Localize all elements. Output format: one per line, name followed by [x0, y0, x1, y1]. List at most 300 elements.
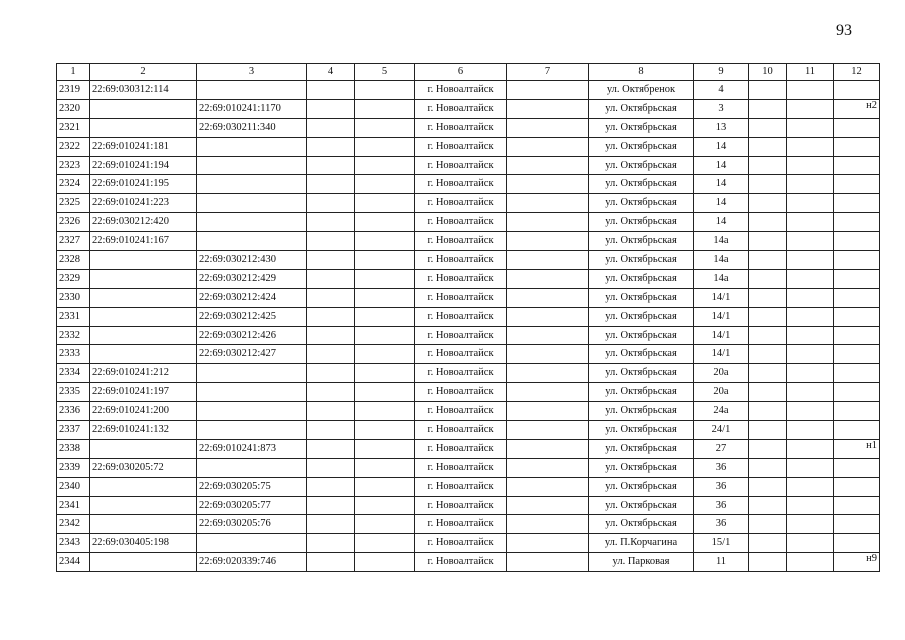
settlement-cell: г. Новоалтайск: [415, 81, 507, 100]
col11-cell: [787, 496, 834, 515]
column-header: 3: [197, 64, 307, 81]
cadastral-number-alt-cell: [197, 137, 307, 156]
col5-cell: [355, 402, 415, 421]
col7-cell: [507, 213, 589, 232]
settlement-cell: г. Новоалтайск: [415, 307, 507, 326]
street-cell: ул. Октябренок: [589, 81, 694, 100]
note-cell: [834, 213, 880, 232]
street-cell: ул. Октябрьская: [589, 175, 694, 194]
col4-cell: [307, 496, 355, 515]
col10-cell: [749, 515, 787, 534]
col5-cell: [355, 421, 415, 440]
note-cell: [834, 118, 880, 137]
col5-cell: [355, 496, 415, 515]
settlement-cell: г. Новоалтайск: [415, 269, 507, 288]
table-row: [57, 477, 880, 496]
page-number: 93: [836, 22, 852, 39]
col7-cell: [507, 345, 589, 364]
col10-cell: [749, 251, 787, 270]
column-header: 9: [694, 64, 749, 81]
cadastral-number-cell: [90, 496, 197, 515]
settlement-cell: г. Новоалтайск: [415, 118, 507, 137]
settlement-cell: г. Новоалтайск: [415, 213, 507, 232]
table-row: [57, 439, 880, 458]
col5-cell: [355, 137, 415, 156]
note-cell: [834, 326, 880, 345]
settlement-cell: г. Новоалтайск: [415, 496, 507, 515]
cadastral-number-cell: [90, 251, 197, 270]
table-row: [57, 515, 880, 534]
cadastral-number-cell: [90, 288, 197, 307]
table-row: [57, 345, 880, 364]
street-cell: ул. Октябрьская: [589, 477, 694, 496]
column-header: 1: [57, 64, 90, 81]
col7-cell: [507, 81, 589, 100]
col5-cell: [355, 118, 415, 137]
col11-cell: [787, 288, 834, 307]
cadastral-number-cell: [90, 345, 197, 364]
house-number-cell: 14/1: [694, 326, 749, 345]
note-cell: [834, 307, 880, 326]
table-row: [57, 175, 880, 194]
settlement-cell: г. Новоалтайск: [415, 326, 507, 345]
col7-cell: [507, 458, 589, 477]
col4-cell: [307, 477, 355, 496]
col10-cell: [749, 156, 787, 175]
settlement-cell: г. Новоалтайск: [415, 477, 507, 496]
house-number-cell: 11: [694, 553, 749, 572]
cadastral-number-alt-cell: 22:69:030211:340: [197, 118, 307, 137]
col10-cell: [749, 99, 787, 118]
settlement-cell: г. Новоалтайск: [415, 156, 507, 175]
table-row: [57, 534, 880, 553]
note-cell: [834, 156, 880, 175]
col5-cell: [355, 439, 415, 458]
settlement-cell: г. Новоалтайск: [415, 288, 507, 307]
house-number-cell: 36: [694, 477, 749, 496]
cadastral-number-cell: [90, 553, 197, 572]
house-number-cell: 20а: [694, 364, 749, 383]
cadastral-number-alt-cell: 22:69:030212:427: [197, 345, 307, 364]
col4-cell: [307, 515, 355, 534]
note-cell: [834, 364, 880, 383]
row-number-cell: 2321: [57, 118, 90, 137]
street-cell: ул. Октябрьская: [589, 383, 694, 402]
col11-cell: [787, 534, 834, 553]
column-header: 7: [507, 64, 589, 81]
col7-cell: [507, 99, 589, 118]
col5-cell: [355, 326, 415, 345]
house-number-cell: 14: [694, 156, 749, 175]
row-number-cell: 2337: [57, 421, 90, 440]
row-number-cell: 2327: [57, 232, 90, 251]
col11-cell: [787, 458, 834, 477]
street-cell: ул. Октябрьская: [589, 251, 694, 270]
house-number-cell: 15/1: [694, 534, 749, 553]
street-cell: ул. Октябрьская: [589, 99, 694, 118]
col7-cell: [507, 402, 589, 421]
table-row: [57, 553, 880, 572]
cadastral-number-alt-cell: 22:69:010241:1170: [197, 99, 307, 118]
settlement-cell: г. Новоалтайск: [415, 99, 507, 118]
col7-cell: [507, 194, 589, 213]
col10-cell: [749, 307, 787, 326]
row-number-cell: 2335: [57, 383, 90, 402]
table-row: [57, 232, 880, 251]
cadastral-number-cell: [90, 515, 197, 534]
settlement-cell: г. Новоалтайск: [415, 402, 507, 421]
street-cell: ул. Октябрьская: [589, 421, 694, 440]
note-cell: [834, 477, 880, 496]
column-header: 8: [589, 64, 694, 81]
cadastral-number-cell: [90, 477, 197, 496]
cadastral-number-alt-cell: [197, 232, 307, 251]
col10-cell: [749, 383, 787, 402]
col4-cell: [307, 118, 355, 137]
table-row: [57, 137, 880, 156]
table-row: [57, 194, 880, 213]
street-cell: ул. Октябрьская: [589, 194, 694, 213]
street-cell: ул. Октябрьская: [589, 364, 694, 383]
cadastral-number-alt-cell: [197, 402, 307, 421]
col10-cell: [749, 553, 787, 572]
house-number-cell: 20а: [694, 383, 749, 402]
row-number-cell: 2338: [57, 439, 90, 458]
col4-cell: [307, 534, 355, 553]
col4-cell: [307, 402, 355, 421]
col11-cell: [787, 364, 834, 383]
house-number-cell: 27: [694, 439, 749, 458]
note-cell: [834, 496, 880, 515]
note-cell: н2: [834, 99, 880, 118]
col4-cell: [307, 81, 355, 100]
col4-cell: [307, 421, 355, 440]
house-number-cell: 14/1: [694, 345, 749, 364]
col11-cell: [787, 156, 834, 175]
col5-cell: [355, 458, 415, 477]
cadastral-number-cell: 22:69:030405:198: [90, 534, 197, 553]
note-cell: [834, 137, 880, 156]
row-number-cell: 2329: [57, 269, 90, 288]
cadastral-number-alt-cell: 22:69:030205:76: [197, 515, 307, 534]
col11-cell: [787, 307, 834, 326]
column-header: 6: [415, 64, 507, 81]
col7-cell: [507, 269, 589, 288]
column-header: 2: [90, 64, 197, 81]
col4-cell: [307, 232, 355, 251]
col4-cell: [307, 156, 355, 175]
row-number-cell: 2323: [57, 156, 90, 175]
table-row: [57, 156, 880, 175]
cadastral-number-alt-cell: 22:69:030212:424: [197, 288, 307, 307]
cadastral-number-alt-cell: [197, 175, 307, 194]
table-row: [57, 213, 880, 232]
settlement-cell: г. Новоалтайск: [415, 421, 507, 440]
street-cell: ул. Октябрьская: [589, 232, 694, 251]
col5-cell: [355, 288, 415, 307]
col11-cell: [787, 326, 834, 345]
row-number-cell: 2332: [57, 326, 90, 345]
col7-cell: [507, 496, 589, 515]
col5-cell: [355, 553, 415, 572]
cadastral-number-cell: 22:69:030205:72: [90, 458, 197, 477]
cadastral-number-cell: 22:69:010241:194: [90, 156, 197, 175]
cadastral-number-cell: 22:69:010241:195: [90, 175, 197, 194]
note-cell: [834, 402, 880, 421]
table-row: [57, 326, 880, 345]
header-row: [57, 64, 880, 81]
settlement-cell: г. Новоалтайск: [415, 364, 507, 383]
table-row: [57, 307, 880, 326]
house-number-cell: 14: [694, 194, 749, 213]
cadastral-number-alt-cell: 22:69:010241:873: [197, 439, 307, 458]
street-cell: ул. Октябрьская: [589, 402, 694, 421]
cadastral-number-cell: [90, 307, 197, 326]
col11-cell: [787, 81, 834, 100]
cadastral-number-alt-cell: [197, 364, 307, 383]
cadastral-number-alt-cell: 22:69:030212:425: [197, 307, 307, 326]
col4-cell: [307, 175, 355, 194]
row-number-cell: 2331: [57, 307, 90, 326]
row-number-cell: 2334: [57, 364, 90, 383]
col10-cell: [749, 477, 787, 496]
col5-cell: [355, 232, 415, 251]
register-table: [56, 63, 880, 572]
table-row: [57, 288, 880, 307]
col4-cell: [307, 326, 355, 345]
col10-cell: [749, 496, 787, 515]
cadastral-number-alt-cell: [197, 458, 307, 477]
cadastral-number-cell: [90, 439, 197, 458]
table-row: [57, 421, 880, 440]
house-number-cell: 13: [694, 118, 749, 137]
col4-cell: [307, 364, 355, 383]
row-number-cell: 2339: [57, 458, 90, 477]
col7-cell: [507, 534, 589, 553]
col7-cell: [507, 137, 589, 156]
cadastral-number-cell: [90, 99, 197, 118]
col11-cell: [787, 232, 834, 251]
settlement-cell: г. Новоалтайск: [415, 458, 507, 477]
col5-cell: [355, 269, 415, 288]
col4-cell: [307, 439, 355, 458]
cadastral-number-cell: [90, 326, 197, 345]
col10-cell: [749, 175, 787, 194]
col5-cell: [355, 81, 415, 100]
cadastral-number-cell: 22:69:010241:167: [90, 232, 197, 251]
house-number-cell: 14а: [694, 269, 749, 288]
table-body: [57, 81, 880, 572]
col11-cell: [787, 553, 834, 572]
col5-cell: [355, 364, 415, 383]
col11-cell: [787, 515, 834, 534]
house-number-cell: 14а: [694, 251, 749, 270]
row-number-cell: 2343: [57, 534, 90, 553]
cadastral-number-alt-cell: 22:69:030205:77: [197, 496, 307, 515]
col10-cell: [749, 269, 787, 288]
col11-cell: [787, 383, 834, 402]
house-number-cell: 24/1: [694, 421, 749, 440]
col11-cell: [787, 421, 834, 440]
note-cell: [834, 232, 880, 251]
street-cell: ул. Октябрьская: [589, 345, 694, 364]
col7-cell: [507, 477, 589, 496]
col5-cell: [355, 156, 415, 175]
col11-cell: [787, 137, 834, 156]
col5-cell: [355, 251, 415, 270]
column-header: 12: [834, 64, 880, 81]
cadastral-number-cell: 22:69:030312:114: [90, 81, 197, 100]
col4-cell: [307, 269, 355, 288]
cadastral-number-cell: [90, 269, 197, 288]
row-number-cell: 2328: [57, 251, 90, 270]
col7-cell: [507, 288, 589, 307]
table-row: [57, 364, 880, 383]
note-cell: [834, 81, 880, 100]
col5-cell: [355, 477, 415, 496]
note-cell: [834, 194, 880, 213]
street-cell: ул. Октябрьская: [589, 137, 694, 156]
col5-cell: [355, 534, 415, 553]
col4-cell: [307, 288, 355, 307]
col10-cell: [749, 326, 787, 345]
column-header: 4: [307, 64, 355, 81]
col5-cell: [355, 175, 415, 194]
col10-cell: [749, 288, 787, 307]
col10-cell: [749, 345, 787, 364]
house-number-cell: 14а: [694, 232, 749, 251]
row-number-cell: 2330: [57, 288, 90, 307]
settlement-cell: г. Новоалтайск: [415, 137, 507, 156]
col7-cell: [507, 439, 589, 458]
col7-cell: [507, 326, 589, 345]
settlement-cell: г. Новоалтайск: [415, 515, 507, 534]
col11-cell: [787, 175, 834, 194]
table-row: [57, 99, 880, 118]
col4-cell: [307, 194, 355, 213]
note-cell: н9: [834, 553, 880, 572]
col5-cell: [355, 99, 415, 118]
cadastral-number-cell: 22:69:010241:181: [90, 137, 197, 156]
column-header: 11: [787, 64, 834, 81]
street-cell: ул. Октябрьская: [589, 439, 694, 458]
col5-cell: [355, 515, 415, 534]
street-cell: ул. Октябрьская: [589, 269, 694, 288]
row-number-cell: 2324: [57, 175, 90, 194]
house-number-cell: 36: [694, 496, 749, 515]
col10-cell: [749, 81, 787, 100]
house-number-cell: 14/1: [694, 288, 749, 307]
col11-cell: [787, 269, 834, 288]
table-row: [57, 496, 880, 515]
col4-cell: [307, 553, 355, 572]
street-cell: ул. Парковая: [589, 553, 694, 572]
cadastral-number-alt-cell: 22:69:030205:75: [197, 477, 307, 496]
col7-cell: [507, 515, 589, 534]
note-cell: [834, 251, 880, 270]
street-cell: ул. Октябрьская: [589, 515, 694, 534]
street-cell: ул. Октябрьская: [589, 458, 694, 477]
col4-cell: [307, 213, 355, 232]
cadastral-number-alt-cell: 22:69:030212:429: [197, 269, 307, 288]
cadastral-number-cell: 22:69:030212:420: [90, 213, 197, 232]
house-number-cell: 36: [694, 515, 749, 534]
row-number-cell: 2342: [57, 515, 90, 534]
col5-cell: [355, 194, 415, 213]
note-cell: [834, 269, 880, 288]
settlement-cell: г. Новоалтайск: [415, 232, 507, 251]
col7-cell: [507, 175, 589, 194]
col5-cell: [355, 307, 415, 326]
col11-cell: [787, 477, 834, 496]
col10-cell: [749, 232, 787, 251]
table-header: [57, 64, 880, 81]
col10-cell: [749, 137, 787, 156]
col7-cell: [507, 553, 589, 572]
col11-cell: [787, 118, 834, 137]
settlement-cell: г. Новоалтайск: [415, 345, 507, 364]
column-header: 5: [355, 64, 415, 81]
cadastral-number-alt-cell: [197, 534, 307, 553]
col7-cell: [507, 156, 589, 175]
house-number-cell: 14: [694, 137, 749, 156]
table-row: [57, 251, 880, 270]
cadastral-number-alt-cell: [197, 383, 307, 402]
house-number-cell: 14: [694, 213, 749, 232]
col10-cell: [749, 213, 787, 232]
cadastral-number-alt-cell: 22:69:020339:746: [197, 553, 307, 572]
note-cell: [834, 383, 880, 402]
cadastral-number-cell: 22:69:010241:212: [90, 364, 197, 383]
column-header: 10: [749, 64, 787, 81]
cadastral-number-cell: 22:69:010241:197: [90, 383, 197, 402]
row-number-cell: 2320: [57, 99, 90, 118]
col10-cell: [749, 194, 787, 213]
settlement-cell: г. Новоалтайск: [415, 194, 507, 213]
note-cell: [834, 458, 880, 477]
street-cell: ул. Октябрьская: [589, 156, 694, 175]
cadastral-number-alt-cell: [197, 156, 307, 175]
col7-cell: [507, 118, 589, 137]
settlement-cell: г. Новоалтайск: [415, 553, 507, 572]
cadastral-number-cell: 22:69:010241:200: [90, 402, 197, 421]
cadastral-number-alt-cell: [197, 213, 307, 232]
street-cell: ул. П.Корчагина: [589, 534, 694, 553]
note-cell: [834, 421, 880, 440]
cadastral-number-alt-cell: [197, 421, 307, 440]
col10-cell: [749, 118, 787, 137]
row-number-cell: 2340: [57, 477, 90, 496]
settlement-cell: г. Новоалтайск: [415, 175, 507, 194]
row-number-cell: 2341: [57, 496, 90, 515]
col11-cell: [787, 99, 834, 118]
cadastral-number-alt-cell: 22:69:030212:430: [197, 251, 307, 270]
house-number-cell: 36: [694, 458, 749, 477]
col7-cell: [507, 383, 589, 402]
col4-cell: [307, 345, 355, 364]
settlement-cell: г. Новоалтайск: [415, 534, 507, 553]
table-row: [57, 402, 880, 421]
row-number-cell: 2322: [57, 137, 90, 156]
row-number-cell: 2344: [57, 553, 90, 572]
col5-cell: [355, 345, 415, 364]
col7-cell: [507, 421, 589, 440]
cadastral-number-alt-cell: 22:69:030212:426: [197, 326, 307, 345]
house-number-cell: 24а: [694, 402, 749, 421]
note-cell: н1: [834, 439, 880, 458]
col10-cell: [749, 458, 787, 477]
street-cell: ул. Октябрьская: [589, 326, 694, 345]
